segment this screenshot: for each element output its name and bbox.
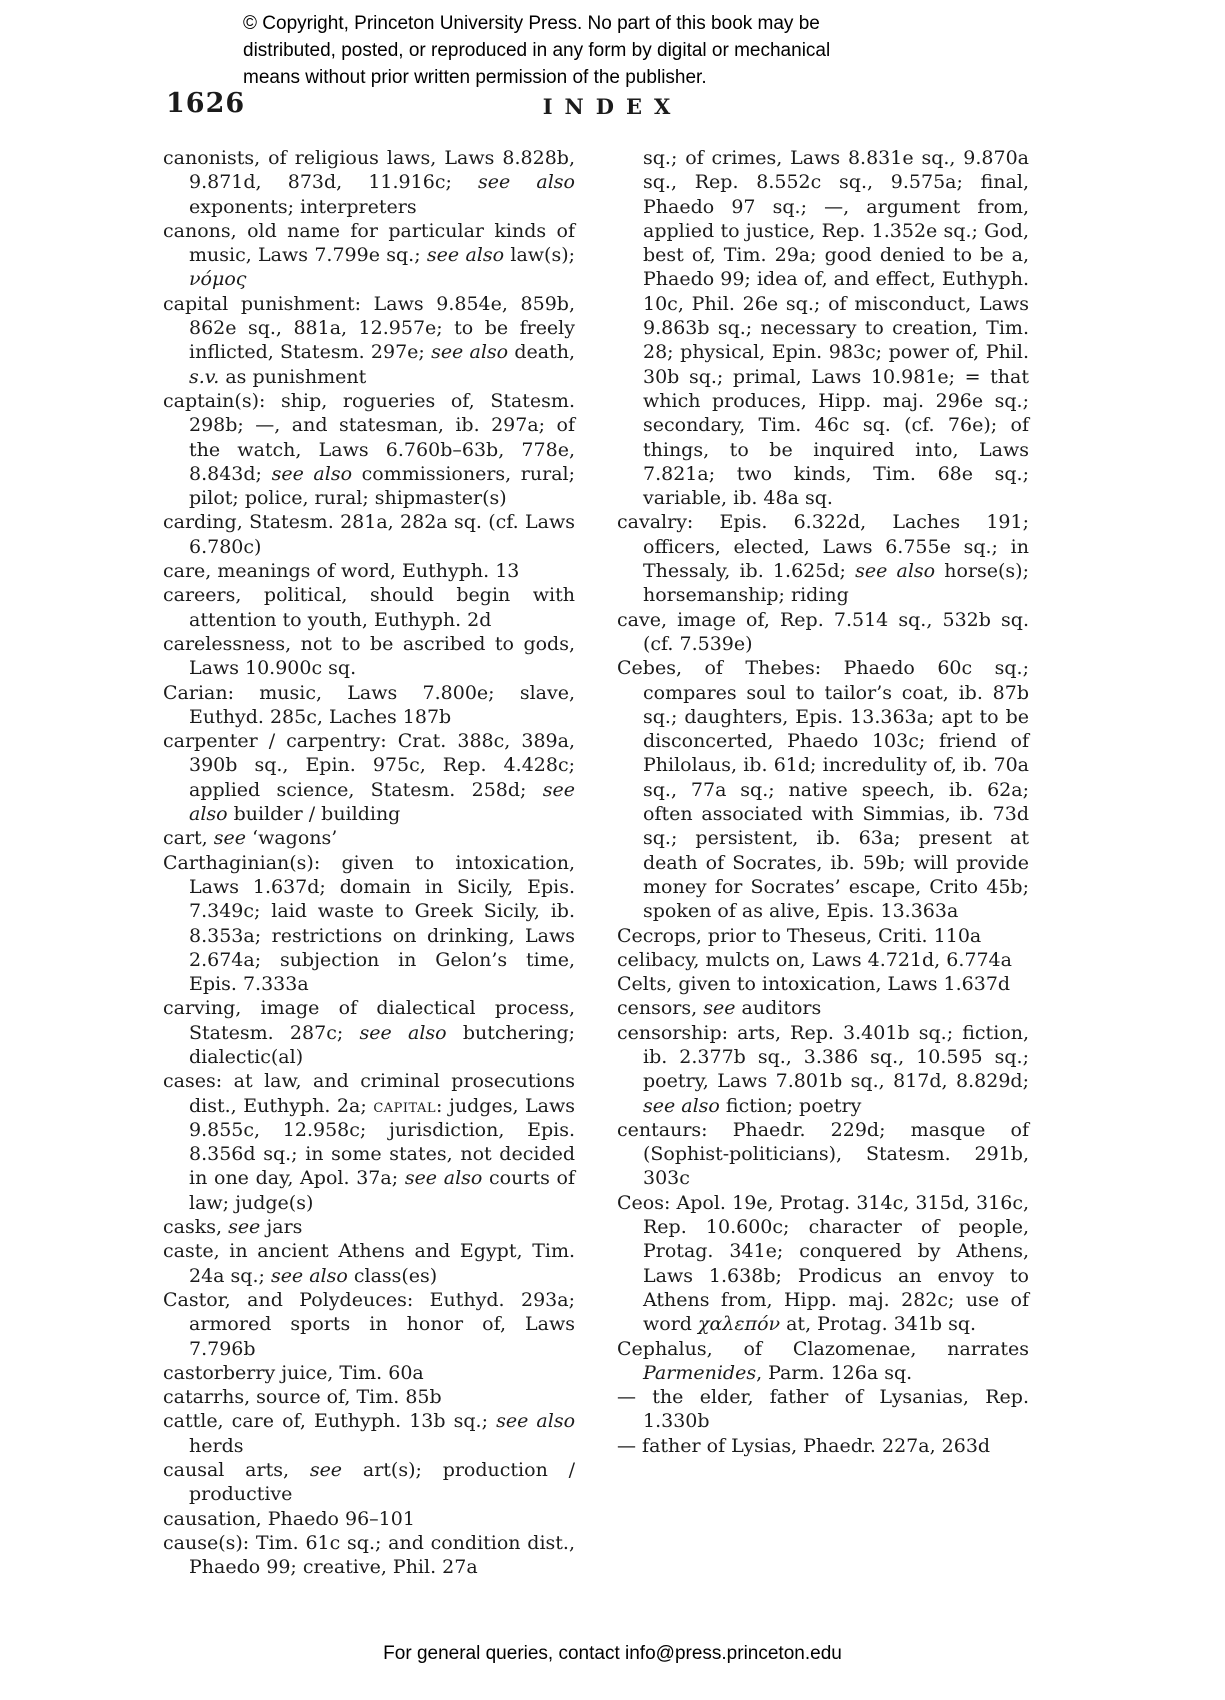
index-entry-text: capital <box>373 1094 437 1117</box>
index-entry-text: see <box>228 1216 261 1239</box>
index-entry-text: see <box>213 827 247 850</box>
index-entry-text: Parmenides <box>643 1361 757 1384</box>
index-entry-text: jars <box>260 1216 303 1239</box>
index-left-column <box>163 146 575 1580</box>
index-entry-text: casks, <box>163 1216 229 1239</box>
index-entry-text: cavalry: Epis. 6.322d, Laches 191; officers, elected, Laws 6.755e sq.; in Thessaly, ib. 1.625d; <box>617 511 1029 583</box>
index-entry-text: see also <box>855 560 936 583</box>
index-entry-text: causal arts, <box>163 1459 310 1482</box>
index-entry-text: celibacy, mulcts on, Laws 4.721d, 6.774a <box>617 948 1012 971</box>
index-entry-text: ‘wagons’ <box>246 827 338 850</box>
index-entry <box>617 510 1029 607</box>
index-entry-text: carding, Statesm. 281a, 282a sq. (cf. Laws 6.780c) <box>163 511 575 558</box>
page-title: INDEX <box>542 94 683 119</box>
index-entry-text: cause(s): Tim. 61c sq.; and condition dist., Phaedo 99; creative, Phil. 27a <box>163 1531 575 1579</box>
index-entry-text: fiction; poetry <box>719 1094 862 1117</box>
index-entry-text: Castor, and Polydeuces: Euthyd. 293a; armored sports in honor of, Laws 7.796b <box>163 1288 575 1360</box>
index-entry <box>163 1458 575 1507</box>
index-entry-text: censors, <box>617 997 704 1020</box>
index-entry-text: censorship: arts, Rep. 3.401b sq.; fiction, ib. 2.377b sq., 3.386 sq., 10.595 sq.; poetry, Laws 7.801b sq., 817d, 8.829d; <box>617 1021 1029 1093</box>
index-entry <box>163 1361 575 1385</box>
index-entry <box>617 1118 1029 1191</box>
index-entry <box>163 996 575 1069</box>
index-entry <box>617 996 1029 1020</box>
index-entry-text: law(s); <box>504 244 576 267</box>
index-entry-text: catarrhs, source of, Tim. 85b <box>163 1386 442 1409</box>
index-entry <box>163 219 575 292</box>
index-entry-text: Cephalus, of Clazomenae, narrates <box>617 1337 1029 1360</box>
index-entry-text: see also <box>478 171 575 194</box>
index-entry <box>617 146 1029 510</box>
index-entry-text: caste, in ancient Athens and Egypt, Tim. 24a sq.; <box>163 1240 575 1287</box>
index-entry-text: Carian: music, Laws 7.800e; slave, Euthyd. 285c, Laches 187b <box>163 681 575 728</box>
index-entry-text: commissioners, rural; pilot; police, rural; shipmaster(s) <box>189 462 576 510</box>
index-entry-text: χαλεπόν <box>698 1313 781 1336</box>
index-entry-text: see also <box>643 1094 720 1117</box>
index-entry-text: see also <box>189 778 575 826</box>
index-entry-text: art(s); production / productive <box>189 1459 576 1506</box>
index-entry-text: s.v. <box>189 365 220 388</box>
index-entry-text: see <box>309 1459 343 1482</box>
index-entry-text: causation, Phaedo 96–101 <box>163 1507 415 1530</box>
index-entry <box>617 948 1029 972</box>
index-entry-text: care, meanings of word, Euthyph. 13 <box>163 560 520 583</box>
index-entry-text: cattle, care of, Euthyph. 13b sq.; <box>163 1410 497 1433</box>
index-entry <box>163 1288 575 1361</box>
index-entry-text: Celts, given to intoxication, Laws 1.637d <box>617 973 1011 996</box>
index-entry <box>163 559 575 583</box>
index-entry-text: carving, image of dialectical process, Statesm. 287c; <box>163 997 575 1044</box>
index-entry-text: horse(s); horsemanship; riding <box>643 560 1029 607</box>
index-entry-text: cases: at law, and criminal prosecutions dist., Euthyph. 2a; <box>163 1070 575 1117</box>
index-entry <box>163 510 575 559</box>
index-entry <box>163 681 575 730</box>
index-entry <box>163 826 575 850</box>
index-entry <box>163 1507 575 1531</box>
index-entry-text: see also <box>404 1167 483 1190</box>
index-entry <box>163 1069 575 1215</box>
index-entry-text: sq.; of crimes, Laws 8.831e sq., 9.870a sq., Rep. 8.552c sq., 9.575a; final, Phaedo 97 sq.; —, argument from, applied to justice, Rep. 1.352e sq.; God, best of, Tim. 29a; good denied to be a, Phaedo 99; idea of, and effect, Euthyph. 10c, Phil. 26e sq.; of misconduct, Laws 9.863b sq.; necessary to creation, Tim. 28; physical, Epin. 983c; power of, Phil. 30b sq.; primal, Laws 10.981e; = that which produces, Hipp. maj. 296e sq.; secondary, Tim. 46c sq. (cf. 76e); of things, to be inquired into, Laws 7.821a; two kinds, Tim. 68e sq.; variable, ib. 48a sq. <box>643 147 1029 510</box>
index-entry <box>163 1409 575 1458</box>
index-entry-text: butchering; dialectic(al) <box>189 1021 576 1068</box>
index-entry-text: see also <box>271 462 353 485</box>
copyright-notice <box>243 10 830 91</box>
index-entry-text: see also <box>431 341 509 364</box>
index-entry-text: : judges, Laws 9.855c, 12.958c; jurisdiction, Epis. 8.356d sq.; in some states, not decided in one day, Apol. 37a; <box>189 1094 575 1190</box>
index-entry-text: — father of Lysias, Phaedr. 227a, 263d <box>617 1434 991 1457</box>
index-entry <box>163 292 575 389</box>
index-entry-text: death, <box>508 341 576 364</box>
index-entry <box>163 632 575 681</box>
copyright-line: distributed, posted, or reproduced in any form by digital or mechanical <box>243 40 831 61</box>
copyright-line: means without prior written permission of the publisher. <box>243 67 707 88</box>
index-entry-text: auditors <box>735 997 822 1020</box>
index-entry-text: class(es) <box>347 1264 438 1287</box>
index-entry <box>163 1385 575 1409</box>
index-entry-text: castorberry juice, Tim. 60a <box>163 1361 424 1384</box>
index-entry <box>617 656 1029 923</box>
index-entry-text: νόμος <box>189 268 247 291</box>
index-entry <box>163 729 575 826</box>
page-number: 1626 <box>166 88 246 119</box>
index-entry-text: captain(s): ship, rogueries of, Statesm. 298b; —, and statesman, ib. 297a; of the watch, Laws 6.760b–63b, 778e, 8.843d; <box>163 389 575 485</box>
index-entry-text: canons, old name for particular kinds of music, Laws 7.799e sq.; <box>163 219 575 267</box>
index-entry <box>163 146 575 219</box>
index-entry <box>617 924 1029 948</box>
index-entry <box>617 1191 1029 1337</box>
index-entry-text: see also <box>359 1021 447 1044</box>
index-entry-text: careers, political, should begin with attention to youth, Euthyph. 2d <box>163 584 575 631</box>
index-entry-text: Carthaginian(s): given to intoxication, Laws 1.637d; domain in Sicily, Epis. 7.349c; laid waste to Greek Sicily, ib. 8.353a; restrictions on drinking, Laws 2.674a; subjection in Gelon’s time, Epis. 7.333a <box>163 851 575 996</box>
index-entry-text: builder / building <box>227 803 401 826</box>
index-entry-text: as punishment <box>219 365 367 388</box>
index-entry <box>617 608 1029 657</box>
index-entry <box>617 1434 1029 1458</box>
index-entry-text: cave, image of, Rep. 7.514 sq., 532b sq. (cf. 7.539e) <box>617 608 1029 655</box>
index-entry-text: see also <box>496 1410 576 1433</box>
index-entry-text: see <box>703 997 736 1020</box>
index-entry-text: see also <box>426 244 505 267</box>
index-entry-text: exponents; interpreters <box>189 195 417 218</box>
index-entry-text: Cecrops, prior to Theseus, Criti. 110a <box>617 924 982 947</box>
index-right-column <box>617 146 1029 1458</box>
index-entry <box>617 1385 1029 1434</box>
index-entry-text: herds <box>189 1434 244 1457</box>
index-entry-text: courts of law; judge(s) <box>189 1167 575 1214</box>
index-entry <box>163 1215 575 1239</box>
index-entry-text: see also <box>270 1264 348 1287</box>
index-entry-text: Ceos: Apol. 19e, Protag. 314c, 315d, 316c, Rep. 10.600c; character of people, Protag. 341e; conquered by Athens, Laws 1.638b; Prodicus an envoy to Athens from, Hipp. maj. 282c; use of word <box>617 1191 1029 1336</box>
index-entry <box>163 389 575 510</box>
index-entry-text: at, Protag. 341b sq. <box>780 1313 977 1336</box>
index-entry <box>163 583 575 632</box>
index-entry <box>163 1239 575 1288</box>
index-entry-text: capital punishment: Laws 9.854e, 859b, 862e sq., 881a, 12.957e; to be freely inflicted, Statesm. 297e; <box>163 292 575 364</box>
footer-contact: For general queries, contact info@press.princeton.edu <box>383 1643 842 1664</box>
index-entry-text: cart, <box>163 827 214 850</box>
index-entry-text: Cebes, of Thebes: Phaedo 60c sq.; compares soul to tailor’s coat, ib. 87b sq.; daughters, Epis. 13.363a; apt to be disconcerted, Phaedo 103c; friend of Philolaus, ib. 61d; incredulity of, ib. 70a sq., 77a sq.; native speech, ib. 62a; often associated with Simmias, ib. 73d sq.; persistent, ib. 63a; present at death of Socrates, ib. 59b; will provide money for Socrates’ escape, Crito 45b; spoken of as alive, Epis. 13.363a <box>617 657 1029 923</box>
index-entry <box>617 972 1029 996</box>
index-entry-text: carelessness, not to be ascribed to gods, Laws 10.900c sq. <box>163 632 575 680</box>
index-entry <box>617 1337 1029 1386</box>
index-entry-text: carpenter / carpentry: Crat. 388c, 389a, 390b sq., Epin. 975c, Rep. 4.428c; applied science, Statesm. 258d; <box>163 730 575 801</box>
copyright-line: © Copyright, Princeton University Press. No part of this book may be <box>243 13 820 34</box>
index-entry <box>617 1021 1029 1118</box>
index-entry-text: canonists, of religious laws, Laws 8.828b, 9.871d, 873d, 11.916c; <box>163 147 575 194</box>
index-entry-text: centaurs: Phaedr. 229d; masque of (Sophist-politicians), Statesm. 291b, 303c <box>617 1118 1029 1190</box>
index-entry <box>163 1531 575 1580</box>
index-entry-text: , Parm. 126a sq. <box>756 1361 913 1384</box>
index-entry-text: — the elder, father of Lysanias, Rep. 1.330b <box>617 1386 1029 1433</box>
index-entry <box>163 851 575 997</box>
